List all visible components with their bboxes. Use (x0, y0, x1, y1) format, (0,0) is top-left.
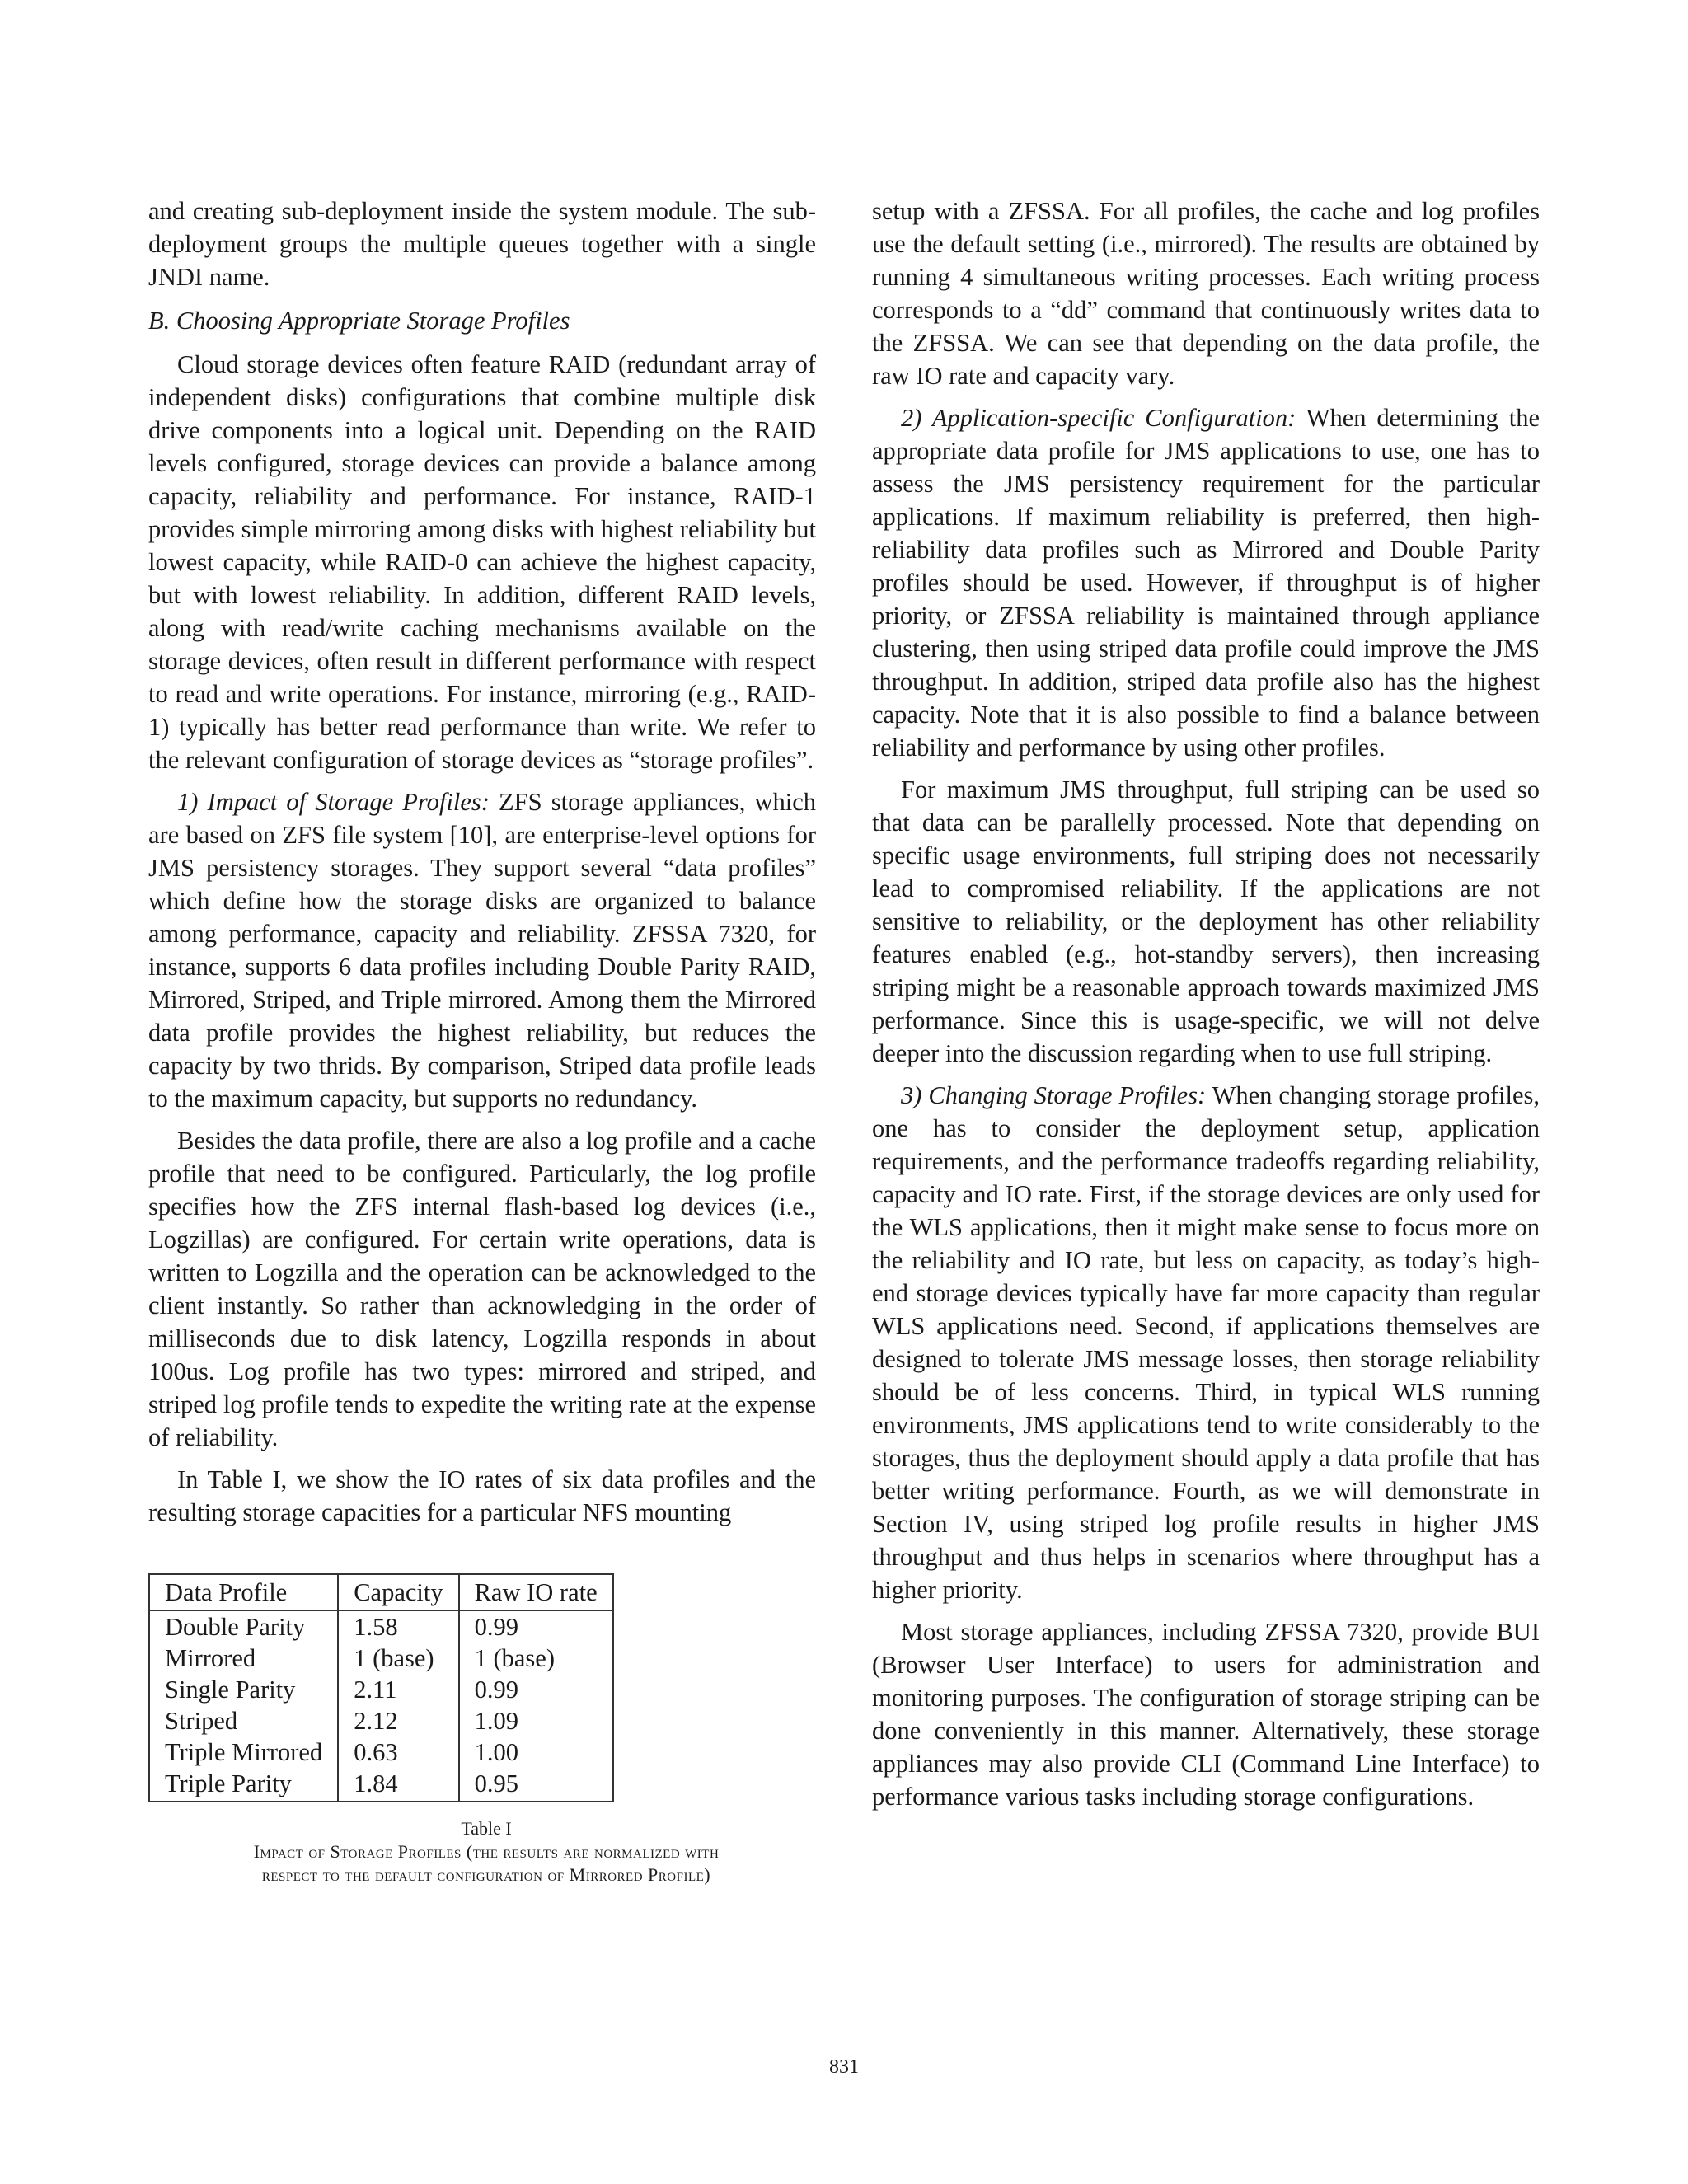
paragraph-raid: Cloud storage devices often feature RAID (redundant array of independent disks) configurations that combine multiple disk drive components into a logical unit. Depending on the RAID levels configured, storage devices can provide a balance among capacity, reliability and performance. For instance, RAID-1 provides simple mirroring among disks with highest reliability but lowest capacity, while RAID-0 can achieve the highest capacity, but with lowest reliability. In addition, different RAID levels, along with read/write caching mechanisms available on the storage devices, often result in different performance with respect to read and write operations. For instance, mirroring (e.g., RAID-1) typically has better read performance than write. We refer to the relevant configuration of storage devices as “storage profiles”. (148, 350, 816, 774)
table-cell: 1.84 (338, 1768, 458, 1802)
right-column (872, 194, 1540, 1813)
paragraph-log-profile: Besides the data profile, there are also a log profile and a cache profile that need to be configured. Particularly, the log profile specifies how the ZFS internal flash-based log devices (i.e., Logzillas) are configured. For certain write operations, data is written to Logzilla and the operation can be acknowledged to the client instantly. So rather than acknowledging in the order of milliseconds due to disk latency, Logzilla responds in about 100us. Log profile has two types: mirrored and striped, and striped log profile tends to expedite the writing rate at the expense of reliability. (148, 1127, 816, 1451)
paragraph-changing-storage-profiles (872, 1079, 1540, 1606)
table-header-cell: Capacity (338, 1574, 458, 1610)
table-row (149, 1610, 613, 1643)
table-header-cell: Raw IO rate (459, 1574, 613, 1610)
table-cell: 0.99 (459, 1610, 613, 1643)
table-caption-line-1: Impact of Storage Profiles (the results are normalized with (253, 1841, 720, 1862)
table-cell: 0.95 (459, 1768, 613, 1802)
page-number: 831 (829, 2056, 859, 2078)
paragraph-impact-of-storage-profiles (148, 785, 816, 1115)
table-cell: Triple Mirrored (149, 1736, 338, 1768)
table-header-cell: Data Profile (149, 1574, 338, 1610)
table-cell: 0.63 (338, 1736, 458, 1768)
table-cell: Triple Parity (149, 1768, 338, 1802)
table-cell: Mirrored (149, 1643, 338, 1674)
subsection-title-application-specific: 2) Application-specific Configuration: (901, 404, 1296, 432)
paragraph-bui-cli: Most storage appliances, including ZFSSA 7320, provide BUI (Browser User Interface) to users for administration and monitoring purposes. The configuration of storage striping can be done conveniently in this manner. Alternatively, these storage appliances may also provide CLI (Command Line Interface) to performance various tasks including storage configurations. (872, 1618, 1540, 1811)
table-cell: Striped (149, 1705, 338, 1736)
subsection-title-changing: 3) Changing Storage Profiles: (901, 1081, 1207, 1109)
table-cell: Single Parity (149, 1674, 338, 1705)
table-row (149, 1736, 613, 1768)
left-column (148, 194, 816, 1886)
table-cell: 1 (base) (338, 1643, 458, 1674)
section-heading: B. Choosing Appropriate Storage Profiles (148, 307, 570, 335)
subsection-text-changing: When changing storage profiles, one has to consider the deployment setup, application requirements, and the performance tradeoffs regarding reliability, capacity and IO rate. First, if the storage devices are only used for the WLS applications, then it might make sense to focus more on the reliability and IO rate, but less on capacity, as today’s high-end storage devices typically have far more capacity than regular WLS applications need. Second, if applications themselves are designed to tolerate JMS message losses, then storage reliability should be of less concerns. Third, in typical WLS running environments, JMS applications tend to write considerably to the storages, thus the deployment should apply a data profile that has better writing performance. Fourth, as we will demonstrate in Section IV, using striped log profile results in higher JMS throughput and thus helps in scenarios where throughput has a higher priority. (872, 1081, 1540, 1604)
table-caption-label: Table I (461, 1818, 512, 1839)
table-row (149, 1674, 613, 1705)
subsection-title-impact: 1) Impact of Storage Profiles: (177, 788, 490, 816)
table-row (149, 1768, 613, 1802)
table-caption-line-2: respect to the default configuration of Mirrored Profile) (261, 1864, 711, 1885)
subsection-text-impact: ZFS storage appliances, which are based on ZFS file system [10], are enterprise-level options for JMS persistency storages. They support several “data profiles” which define how the storage disks are organized to balance among performance, capacity and reliability. ZFSSA 7320, for instance, supports 6 data profiles including Double Parity RAID, Mirrored, Striped, and Triple mirrored. Among them the Mirrored data profile provides the highest reliability, but reduces the capacity by two thrids. By comparison, Striped data profile leads to the maximum capacity, but supports no redundancy. (148, 788, 817, 1113)
table-header-row (149, 1574, 613, 1610)
paragraph-table-intro: In Table I, we show the IO rates of six data profiles and the resulting storage capacities for a particular NFS mounting (148, 1465, 816, 1526)
table-cell: 1.58 (338, 1610, 458, 1643)
storage-profiles-table (148, 1573, 614, 1802)
paragraph-application-specific-configuration (872, 401, 1540, 764)
table-cell: 2.11 (338, 1674, 458, 1705)
table-row (149, 1705, 613, 1736)
table-cell: Double Parity (149, 1610, 338, 1643)
table-cell: 1.00 (459, 1736, 613, 1768)
table-cell: 0.99 (459, 1674, 613, 1705)
table-cell: 2.12 (338, 1705, 458, 1736)
subsection-text-application-specific: When determining the appropriate data profile for JMS applications to use, one has to assess the JMS persistency requirement for the particular applications. If maximum reliability is preferred, then high-reliability data profiles such as Mirrored and Double Parity profiles should be used. However, if throughput is of higher priority, or ZFSSA reliability is maintained through appliance clustering, then using striped data profile could improve the JMS throughput. In addition, striped data profile also has the highest capacity. Note that it is also possible to find a balance between reliability and performance by using other profiles. (872, 404, 1540, 762)
paragraph-setup: setup with a ZFSSA. For all profiles, the cache and log profiles use the default setting (i.e., mirrored). The results are obtained by running 4 simultaneous writing processes. Each writing process corresponds to a “dd” command that continuously writes data to the ZFSSA. We can see that depending on the data profile, the raw IO rate and capacity vary. (872, 197, 1540, 390)
paragraph-full-striping: For maximum JMS throughput, full striping can be used so that data can be parallelly processed. Note that depending on specific usage environments, full striping does not necessarily lead to compromised reliability. If the applications are not sensitive to reliability, or the deployment has other reliability features enabled (e.g., hot-standby servers), then increasing striping might be a reasonable approach towards maximized JMS performance. Since this is usage-specific, we will not delve deeper into the discussion regarding when to use full striping. (872, 776, 1540, 1067)
table-cell: 1 (base) (459, 1643, 613, 1674)
table-cell: 1.09 (459, 1705, 613, 1736)
table-row (149, 1643, 613, 1674)
paragraph-intro: and creating sub-deployment inside the system module. The sub-deployment groups the multiple queues together with a single JNDI name. (148, 197, 816, 291)
table-caption (148, 1817, 824, 1886)
